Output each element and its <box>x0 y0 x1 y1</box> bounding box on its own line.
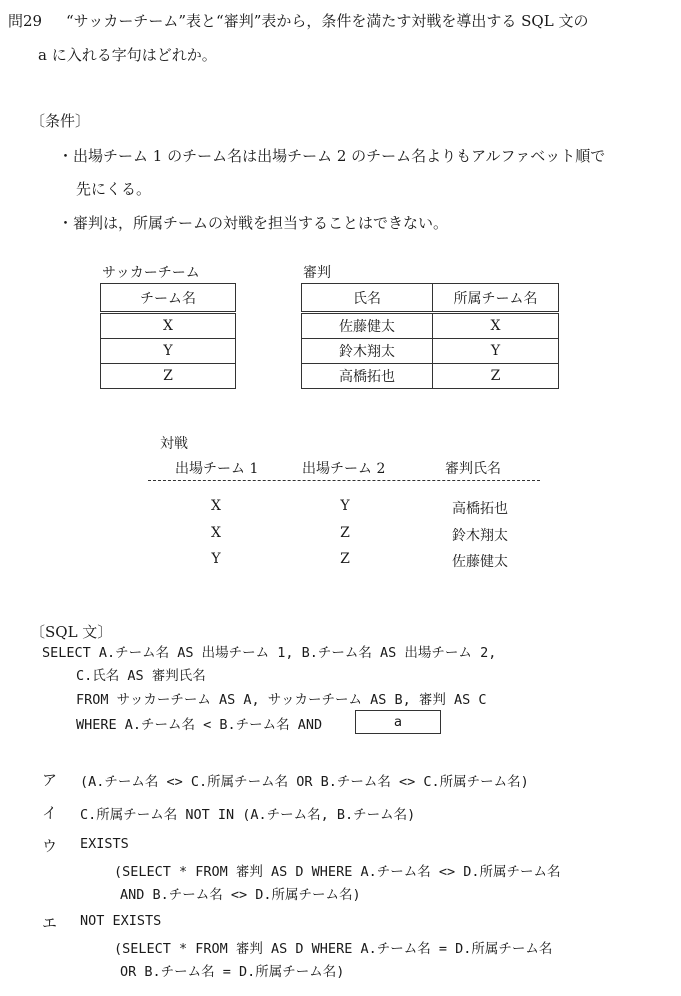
choice-a-text: (A.チーム名 <> C.所属チーム名 OR B.チーム名 <> C.所属チーム名) <box>80 774 529 790</box>
choice-u-line-2: (SELECT * FROM 審判 AS D WHERE A.チーム名 <> D.所属チーム名 <box>114 864 561 880</box>
table-cell: 鈴木翔太 <box>302 339 433 364</box>
soccer-table <box>100 283 236 389</box>
question-text-line1: “サッカーチーム”表と“審判”表から，条件を満たす対戦を導出する SQL 文の <box>66 12 589 30</box>
match-cell: Z <box>340 551 350 567</box>
sql-line-1: SELECT A.チーム名 AS 出場チーム 1, B.チーム名 AS 出場チーム 2, <box>42 645 497 661</box>
match-cell: X <box>211 525 221 541</box>
match-cell: Y <box>340 498 350 514</box>
match-cell: 佐藤健太 <box>452 554 508 570</box>
condition-1-line1: ・出場チーム 1 のチーム名は出場チーム 2 のチーム名よりもアルファベット順で <box>58 147 606 165</box>
match-table-caption: 対戦 <box>160 436 188 452</box>
sql-line-4: WHERE A.チーム名 < B.チーム名 AND <box>76 717 323 733</box>
choice-e-line-1: NOT EXISTS <box>80 913 162 929</box>
question-number: 問29 <box>8 12 43 30</box>
choice-i-text: C.所属チーム名 NOT IN (A.チーム名, B.チーム名) <box>80 807 416 823</box>
match-cell: Y <box>211 551 221 567</box>
referee-table-header-name: 氏名 <box>302 284 433 313</box>
conditions-heading: 〔条件〕 <box>30 112 91 130</box>
choice-e-line-3: OR B.チーム名 = D.所属チーム名) <box>120 964 345 980</box>
match-header-team1: 出場チーム 1 <box>175 461 259 477</box>
match-cell: 高橋拓也 <box>452 501 508 517</box>
referee-table <box>301 283 559 389</box>
match-cell: 鈴木翔太 <box>452 528 508 544</box>
table-cell: 佐藤健太 <box>302 313 433 339</box>
question-text-line2: a に入れる字句はどれか。 <box>38 46 217 64</box>
match-header-team2: 出場チーム 2 <box>302 461 386 477</box>
soccer-table-caption: サッカーチーム <box>102 265 200 281</box>
blank-a-box: a <box>355 710 441 734</box>
condition-1-line2: 先にくる。 <box>76 180 152 198</box>
sql-line-2: C.氏名 AS 審判氏名 <box>76 668 206 684</box>
choice-label-i: イ <box>42 804 58 822</box>
table-cell: 高橋拓也 <box>302 364 433 389</box>
choice-label-a: ア <box>42 771 58 789</box>
choice-e-line-2: (SELECT * FROM 審判 AS D WHERE A.チーム名 = D.所属チーム名 <box>114 941 553 957</box>
match-cell: X <box>211 498 221 514</box>
condition-2: ・審判は，所属チームの対戦を担当することはできない。 <box>58 214 449 232</box>
referee-table-header-team: 所属チーム名 <box>433 284 559 313</box>
table-cell: Y <box>101 339 236 364</box>
soccer-table-header: チーム名 <box>101 284 236 313</box>
referee-table-caption: 審判 <box>303 265 331 281</box>
choice-label-u: ウ <box>42 837 58 855</box>
table-cell: Z <box>101 364 236 389</box>
choice-u-line-1: EXISTS <box>80 836 129 852</box>
table-cell: Y <box>433 339 559 364</box>
choice-u-line-3: AND B.チーム名 <> D.所属チーム名) <box>120 887 361 903</box>
match-cell: Z <box>340 525 350 541</box>
choice-label-e: エ <box>42 914 58 932</box>
match-table-divider <box>148 480 540 481</box>
sql-heading: 〔SQL 文〕 <box>30 623 113 641</box>
sql-line-3: FROM サッカーチーム AS A, サッカーチーム AS B, 審判 AS C <box>76 692 487 708</box>
table-cell: X <box>101 313 236 339</box>
match-header-referee: 審判氏名 <box>445 461 501 477</box>
table-cell: X <box>433 313 559 339</box>
table-cell: Z <box>433 364 559 389</box>
